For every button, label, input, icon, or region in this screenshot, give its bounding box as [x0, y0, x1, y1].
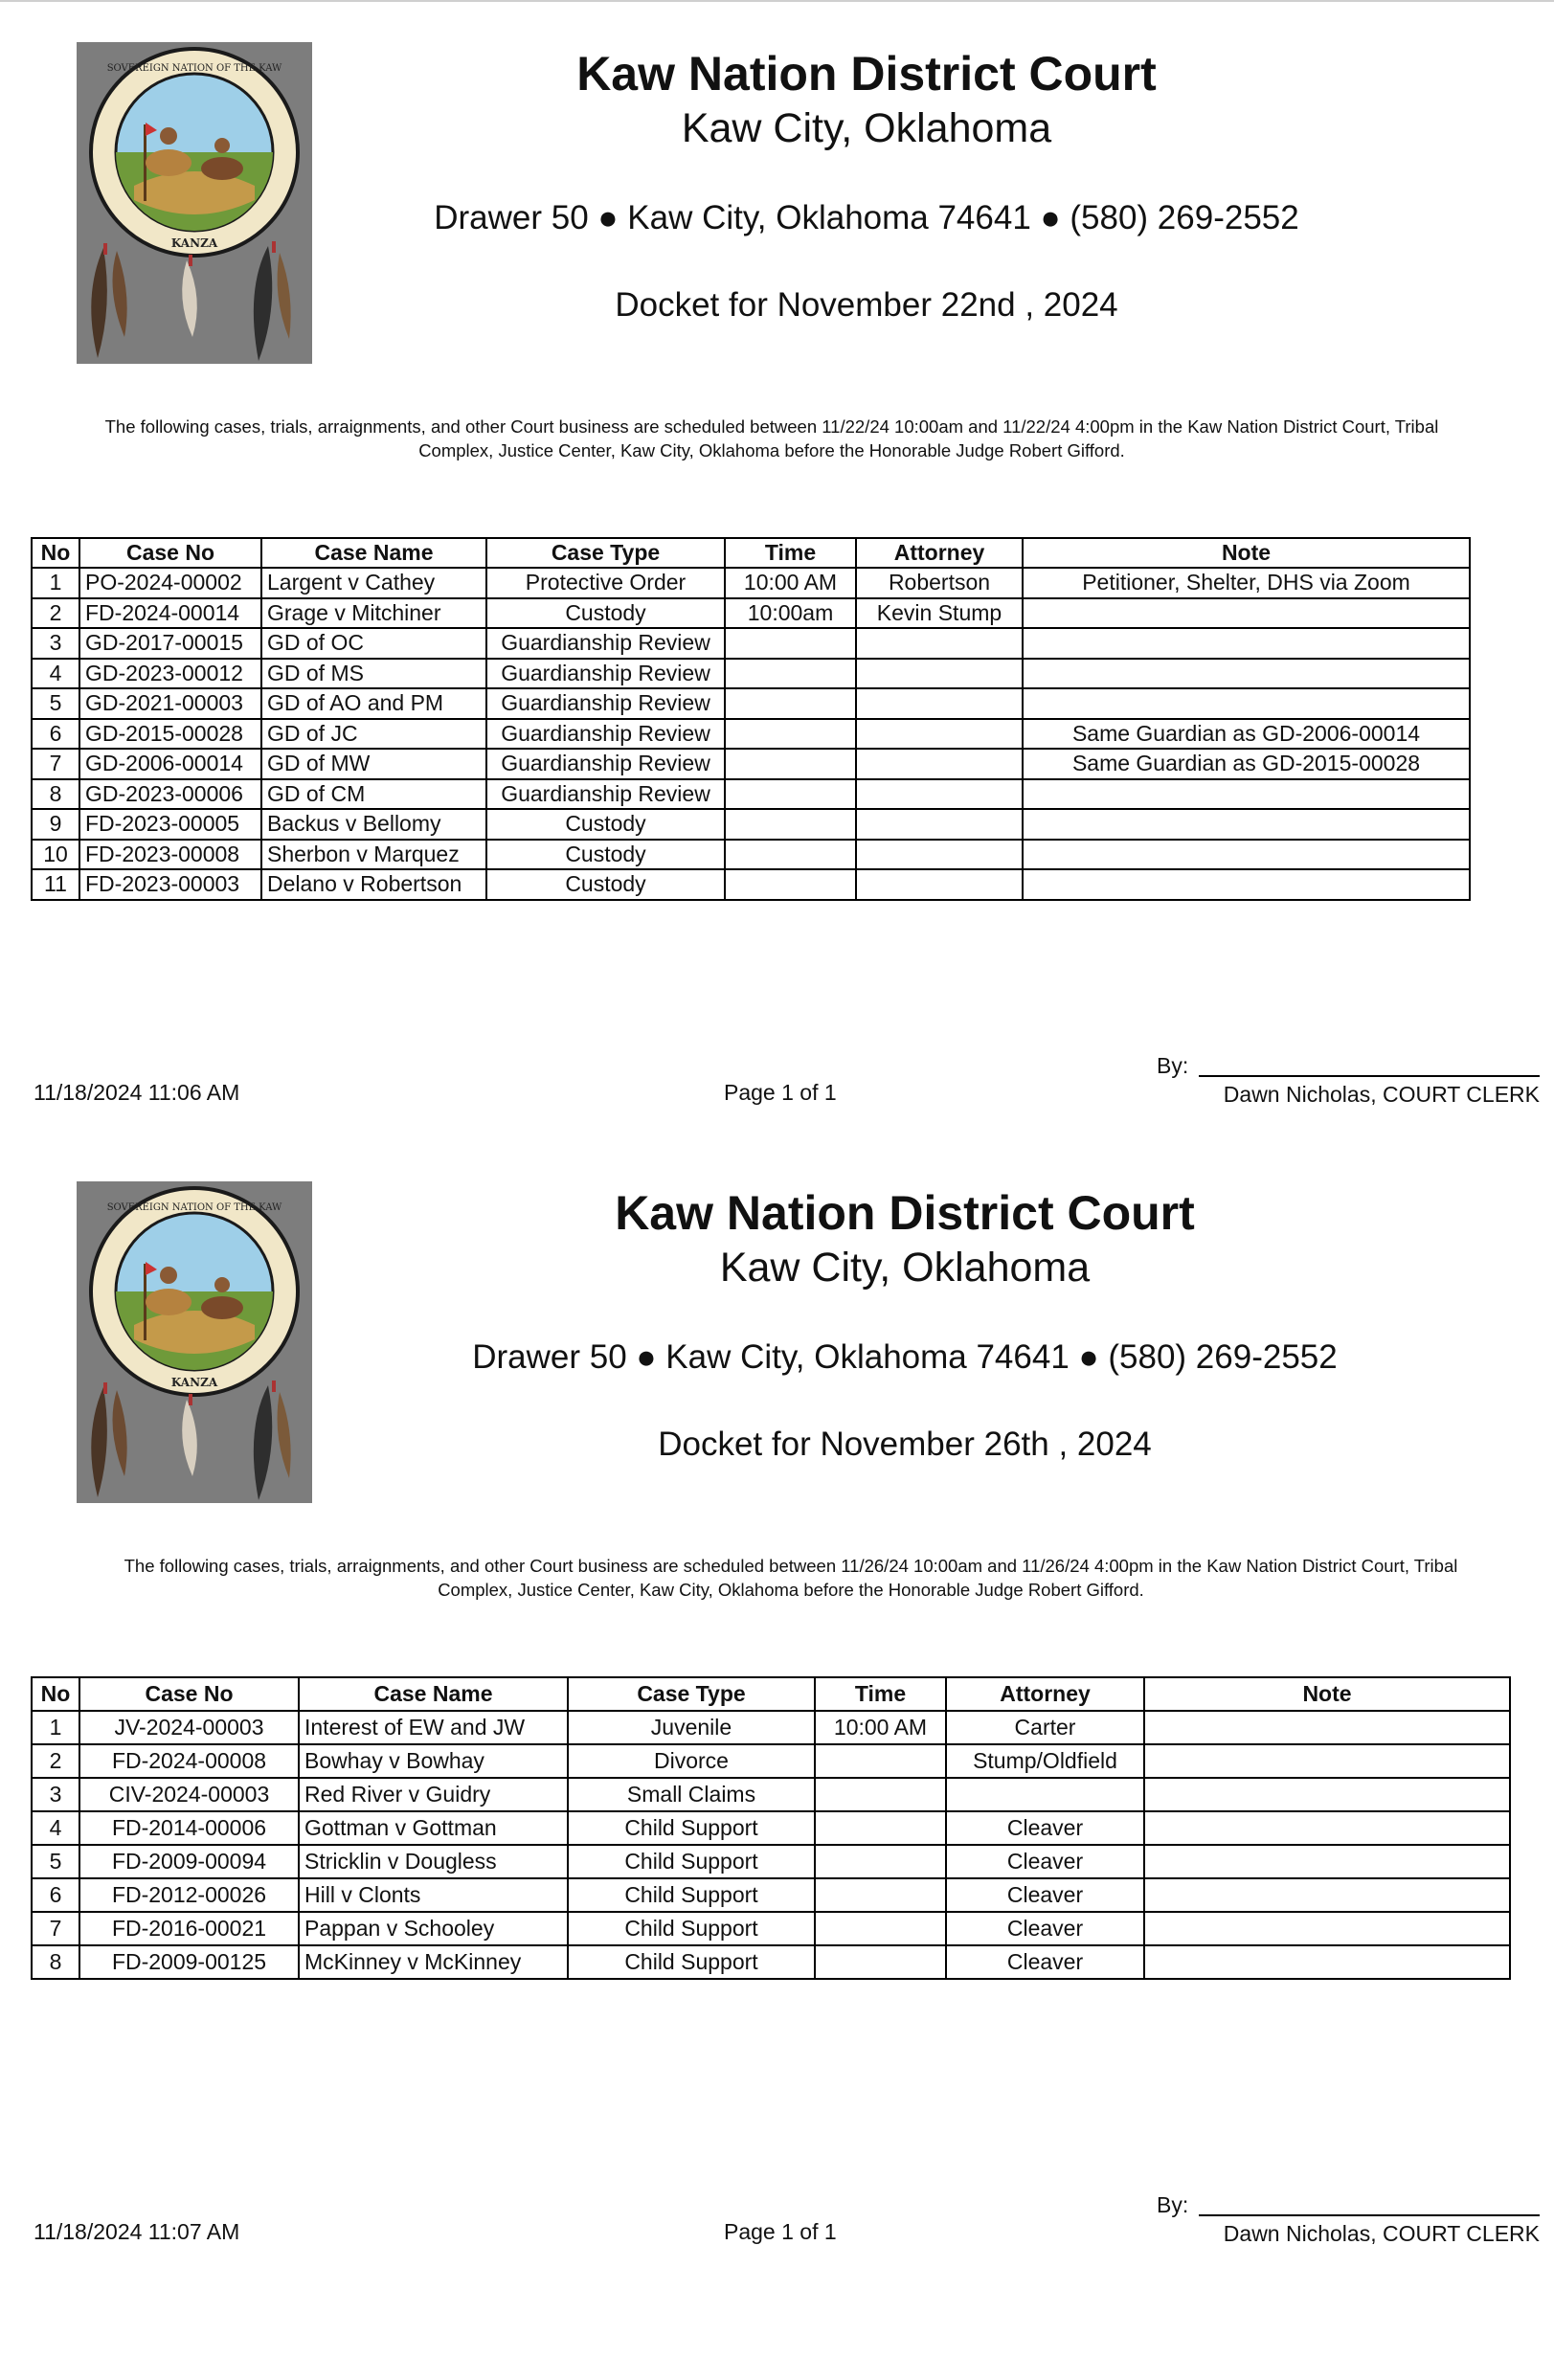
- col-header-no: No: [32, 538, 79, 568]
- col-header-case-type: Case Type: [486, 538, 725, 568]
- table-row: [32, 1945, 1510, 1979]
- cell-time: 10:00am: [725, 598, 856, 629]
- cell-case-type: Guardianship Review: [486, 779, 725, 810]
- cell-attorney: [946, 1778, 1144, 1811]
- seal-bottom-text: KANZA: [170, 236, 218, 250]
- cell-attorney: [856, 659, 1023, 689]
- cell-no: 10: [32, 840, 79, 870]
- col-header-case-no: Case No: [79, 1677, 299, 1711]
- cell-no: 2: [32, 1744, 79, 1778]
- cell-no: 2: [32, 598, 79, 629]
- cell-case-type: Guardianship Review: [486, 688, 725, 719]
- seal-icon: [77, 42, 312, 364]
- cell-case-type: Protective Order: [486, 568, 725, 598]
- table-header-row: [32, 1677, 1510, 1711]
- cell-note: [1144, 1878, 1510, 1912]
- cell-note: [1023, 869, 1470, 900]
- cell-note: [1144, 1778, 1510, 1811]
- col-header-note: Note: [1023, 538, 1470, 568]
- table-row: [32, 1845, 1510, 1878]
- printed-timestamp: 11/18/2024 11:06 AM: [34, 1080, 240, 1105]
- court-address: Drawer 50 ● Kaw City, Oklahoma 74641 ● (580) 269-2552: [472, 1338, 1338, 1376]
- cell-case-name: GD of MS: [261, 659, 486, 689]
- cell-case-name: Hill v Clonts: [299, 1878, 568, 1912]
- docket-date: Docket for November 26th , 2024: [658, 1426, 1152, 1463]
- court-seal-logo: [77, 42, 312, 364]
- table-row: [32, 1778, 1510, 1811]
- page-number: Page 1 of 1: [724, 2219, 837, 2244]
- cell-attorney: Cleaver: [946, 1878, 1144, 1912]
- court-address: Drawer 50 ● Kaw City, Oklahoma 74641 ● (580) 269-2552: [434, 199, 1299, 236]
- cell-case-no: GD-2021-00003: [79, 688, 261, 719]
- cell-case-type: Custody: [486, 809, 725, 840]
- cell-time: 10:00 AM: [815, 1711, 946, 1744]
- cell-note: Same Guardian as GD-2006-00014: [1023, 719, 1470, 750]
- cell-note: [1144, 1711, 1510, 1744]
- cell-case-name: Red River v Guidry: [299, 1778, 568, 1811]
- cell-case-type: Juvenile: [568, 1711, 815, 1744]
- printed-timestamp: 11/18/2024 11:07 AM: [34, 2219, 240, 2244]
- col-header-attorney: Attorney: [856, 538, 1023, 568]
- cell-time: [725, 719, 856, 750]
- cell-attorney: Robertson: [856, 568, 1023, 598]
- signature-line: [1199, 2214, 1540, 2216]
- page-number: Page 1 of 1: [724, 1080, 837, 1105]
- cell-time: 10:00 AM: [725, 568, 856, 598]
- cell-case-no: GD-2017-00015: [79, 628, 261, 659]
- seal-top-text: SOVEREIGN NATION OF THE KAW: [106, 1202, 282, 1213]
- cell-case-type: Guardianship Review: [486, 628, 725, 659]
- table-row: [32, 568, 1470, 598]
- cell-no: 4: [32, 659, 79, 689]
- cell-no: 3: [32, 1778, 79, 1811]
- docket-intro: The following cases, trials, arraignments, and other Court business are scheduled between 11/22/24 10:00am and 11/22/24 4:00pm in the Kaw Nation District Court, Tribal Complex, Justice Center, Kaw City, Oklahoma before the Honorable Judge Robert Gifford.: [104, 416, 1439, 460]
- docket-date: Docket for November 22nd , 2024: [615, 286, 1118, 324]
- cell-case-name: Stricklin v Dougless: [299, 1845, 568, 1878]
- cell-case-name: Delano v Robertson: [261, 869, 486, 900]
- col-header-case-type: Case Type: [568, 1677, 815, 1711]
- cell-no: 1: [32, 1711, 79, 1744]
- cell-note: Petitioner, Shelter, DHS via Zoom: [1023, 568, 1470, 598]
- cell-time: [815, 1744, 946, 1778]
- cell-no: 4: [32, 1811, 79, 1845]
- docket-table: [31, 1676, 1511, 1980]
- cell-no: 5: [32, 1845, 79, 1878]
- cell-case-type: Child Support: [568, 1945, 815, 1979]
- cell-case-no: FD-2009-00094: [79, 1845, 299, 1878]
- cell-no: 1: [32, 568, 79, 598]
- court-clerk-name: Dawn Nicholas, COURT CLERK: [1223, 2221, 1540, 2246]
- cell-time: [815, 1845, 946, 1878]
- cell-attorney: [856, 809, 1023, 840]
- table-row: [32, 719, 1470, 750]
- table-header-row: [32, 538, 1470, 568]
- cell-time: [815, 1878, 946, 1912]
- cell-case-name: Interest of EW and JW: [299, 1711, 568, 1744]
- cell-case-type: Custody: [486, 598, 725, 629]
- col-header-time: Time: [815, 1677, 946, 1711]
- cell-attorney: [856, 869, 1023, 900]
- cell-attorney: Cleaver: [946, 1811, 1144, 1845]
- cell-case-type: Guardianship Review: [486, 719, 725, 750]
- col-header-case-name: Case Name: [261, 538, 486, 568]
- table-row: [32, 1744, 1510, 1778]
- signature-by-label: By:: [1157, 1053, 1189, 1078]
- cell-attorney: Cleaver: [946, 1912, 1144, 1945]
- cell-case-type: Divorce: [568, 1744, 815, 1778]
- cell-time: [725, 628, 856, 659]
- table-row: [32, 749, 1470, 779]
- table-row: [32, 628, 1470, 659]
- table-row: [32, 598, 1470, 629]
- cell-case-no: FD-2024-00014: [79, 598, 261, 629]
- col-header-attorney: Attorney: [946, 1677, 1144, 1711]
- docket-table: [31, 537, 1471, 901]
- cell-case-type: Child Support: [568, 1811, 815, 1845]
- cell-case-type: Child Support: [568, 1878, 815, 1912]
- cell-case-name: GD of OC: [261, 628, 486, 659]
- cell-attorney: Stump/Oldfield: [946, 1744, 1144, 1778]
- cell-no: 8: [32, 1945, 79, 1979]
- seal-bottom-text: KANZA: [170, 1376, 218, 1389]
- cell-case-name: Backus v Bellomy: [261, 809, 486, 840]
- cell-no: 6: [32, 1878, 79, 1912]
- cell-no: 7: [32, 1912, 79, 1945]
- cell-no: 9: [32, 809, 79, 840]
- table-row: [32, 1811, 1510, 1845]
- table-row: [32, 1878, 1510, 1912]
- cell-attorney: Carter: [946, 1711, 1144, 1744]
- cell-case-name: Grage v Mitchiner: [261, 598, 486, 629]
- cell-time: [725, 840, 856, 870]
- court-name: Kaw Nation District Court: [576, 47, 1157, 101]
- cell-case-type: Guardianship Review: [486, 749, 725, 779]
- seal-icon: [77, 1181, 312, 1503]
- cell-note: [1023, 809, 1470, 840]
- cell-attorney: Kevin Stump: [856, 598, 1023, 629]
- col-header-no: No: [32, 1677, 79, 1711]
- cell-case-name: Pappan v Schooley: [299, 1912, 568, 1945]
- cell-case-name: McKinney v McKinney: [299, 1945, 568, 1979]
- cell-time: [815, 1811, 946, 1845]
- cell-time: [725, 809, 856, 840]
- cell-time: [815, 1778, 946, 1811]
- cell-attorney: [856, 749, 1023, 779]
- cell-case-no: PO-2024-00002: [79, 568, 261, 598]
- table-row: [32, 659, 1470, 689]
- cell-case-name: Sherbon v Marquez: [261, 840, 486, 870]
- cell-case-type: Small Claims: [568, 1778, 815, 1811]
- docket-2: [0, 1139, 1554, 2269]
- cell-attorney: [856, 628, 1023, 659]
- cell-case-type: Custody: [486, 869, 725, 900]
- table-row: [32, 1711, 1510, 1744]
- cell-note: [1023, 779, 1470, 810]
- signature-line: [1199, 1075, 1540, 1077]
- cell-attorney: [856, 688, 1023, 719]
- cell-case-no: GD-2023-00012: [79, 659, 261, 689]
- cell-case-no: FD-2023-00008: [79, 840, 261, 870]
- cell-note: [1144, 1845, 1510, 1878]
- cell-case-no: GD-2015-00028: [79, 719, 261, 750]
- col-header-note: Note: [1144, 1677, 1510, 1711]
- cell-case-no: FD-2012-00026: [79, 1878, 299, 1912]
- table-row: [32, 1912, 1510, 1945]
- cell-case-name: GD of CM: [261, 779, 486, 810]
- cell-case-no: FD-2016-00021: [79, 1912, 299, 1945]
- cell-no: 11: [32, 869, 79, 900]
- cell-time: [725, 659, 856, 689]
- cell-attorney: Cleaver: [946, 1845, 1144, 1878]
- seal-top-text: SOVEREIGN NATION OF THE KAW: [106, 63, 282, 74]
- col-header-time: Time: [725, 538, 856, 568]
- table-row: [32, 869, 1470, 900]
- cell-case-no: FD-2024-00008: [79, 1744, 299, 1778]
- cell-note: Same Guardian as GD-2015-00028: [1023, 749, 1470, 779]
- cell-case-no: FD-2014-00006: [79, 1811, 299, 1845]
- court-city: Kaw City, Oklahoma: [719, 1245, 1091, 1291]
- cell-case-no: GD-2006-00014: [79, 749, 261, 779]
- signature-by-label: By:: [1157, 2192, 1189, 2217]
- cell-case-type: Custody: [486, 840, 725, 870]
- cell-attorney: Cleaver: [946, 1945, 1144, 1979]
- cell-time: [725, 779, 856, 810]
- table-row: [32, 688, 1470, 719]
- cell-note: [1023, 628, 1470, 659]
- docket-intro: The following cases, trials, arraignments, and other Court business are scheduled between 11/26/24 10:00am and 11/26/24 4:00pm in the Kaw Nation District Court, Tribal Complex, Justice Center, Kaw City, Oklahoma before the Honorable Judge Robert Gifford.: [124, 1556, 1458, 1600]
- cell-time: [725, 688, 856, 719]
- cell-case-no: CIV-2024-00003: [79, 1778, 299, 1811]
- cell-note: [1023, 688, 1470, 719]
- cell-note: [1023, 840, 1470, 870]
- cell-note: [1023, 598, 1470, 629]
- cell-time: [815, 1912, 946, 1945]
- cell-note: [1023, 659, 1470, 689]
- cell-case-name: GD of JC: [261, 719, 486, 750]
- cell-case-type: Guardianship Review: [486, 659, 725, 689]
- cell-case-name: GD of MW: [261, 749, 486, 779]
- cell-time: [725, 749, 856, 779]
- cell-case-no: FD-2009-00125: [79, 1945, 299, 1979]
- col-header-case-name: Case Name: [299, 1677, 568, 1711]
- cell-attorney: [856, 719, 1023, 750]
- cell-case-name: Gottman v Gottman: [299, 1811, 568, 1845]
- table-row: [32, 840, 1470, 870]
- court-name: Kaw Nation District Court: [615, 1186, 1195, 1240]
- cell-case-no: GD-2023-00006: [79, 779, 261, 810]
- cell-note: [1144, 1912, 1510, 1945]
- docket-1: [0, 0, 1554, 1130]
- cell-no: 3: [32, 628, 79, 659]
- cell-case-name: GD of AO and PM: [261, 688, 486, 719]
- cell-case-no: JV-2024-00003: [79, 1711, 299, 1744]
- court-city: Kaw City, Oklahoma: [681, 105, 1052, 151]
- cell-note: [1144, 1811, 1510, 1845]
- col-header-case-no: Case No: [79, 538, 261, 568]
- cell-case-no: FD-2023-00005: [79, 809, 261, 840]
- cell-time: [815, 1945, 946, 1979]
- cell-case-no: FD-2023-00003: [79, 869, 261, 900]
- table-row: [32, 779, 1470, 810]
- cell-attorney: [856, 840, 1023, 870]
- cell-note: [1144, 1945, 1510, 1979]
- table-row: [32, 809, 1470, 840]
- court-clerk-name: Dawn Nicholas, COURT CLERK: [1223, 1082, 1540, 1107]
- cell-time: [725, 869, 856, 900]
- court-seal-logo: [77, 1181, 312, 1503]
- cell-no: 8: [32, 779, 79, 810]
- cell-case-name: Largent v Cathey: [261, 568, 486, 598]
- cell-no: 5: [32, 688, 79, 719]
- cell-no: 7: [32, 749, 79, 779]
- cell-case-type: Child Support: [568, 1912, 815, 1945]
- cell-attorney: [856, 779, 1023, 810]
- cell-no: 6: [32, 719, 79, 750]
- cell-case-type: Child Support: [568, 1845, 815, 1878]
- cell-note: [1144, 1744, 1510, 1778]
- cell-case-name: Bowhay v Bowhay: [299, 1744, 568, 1778]
